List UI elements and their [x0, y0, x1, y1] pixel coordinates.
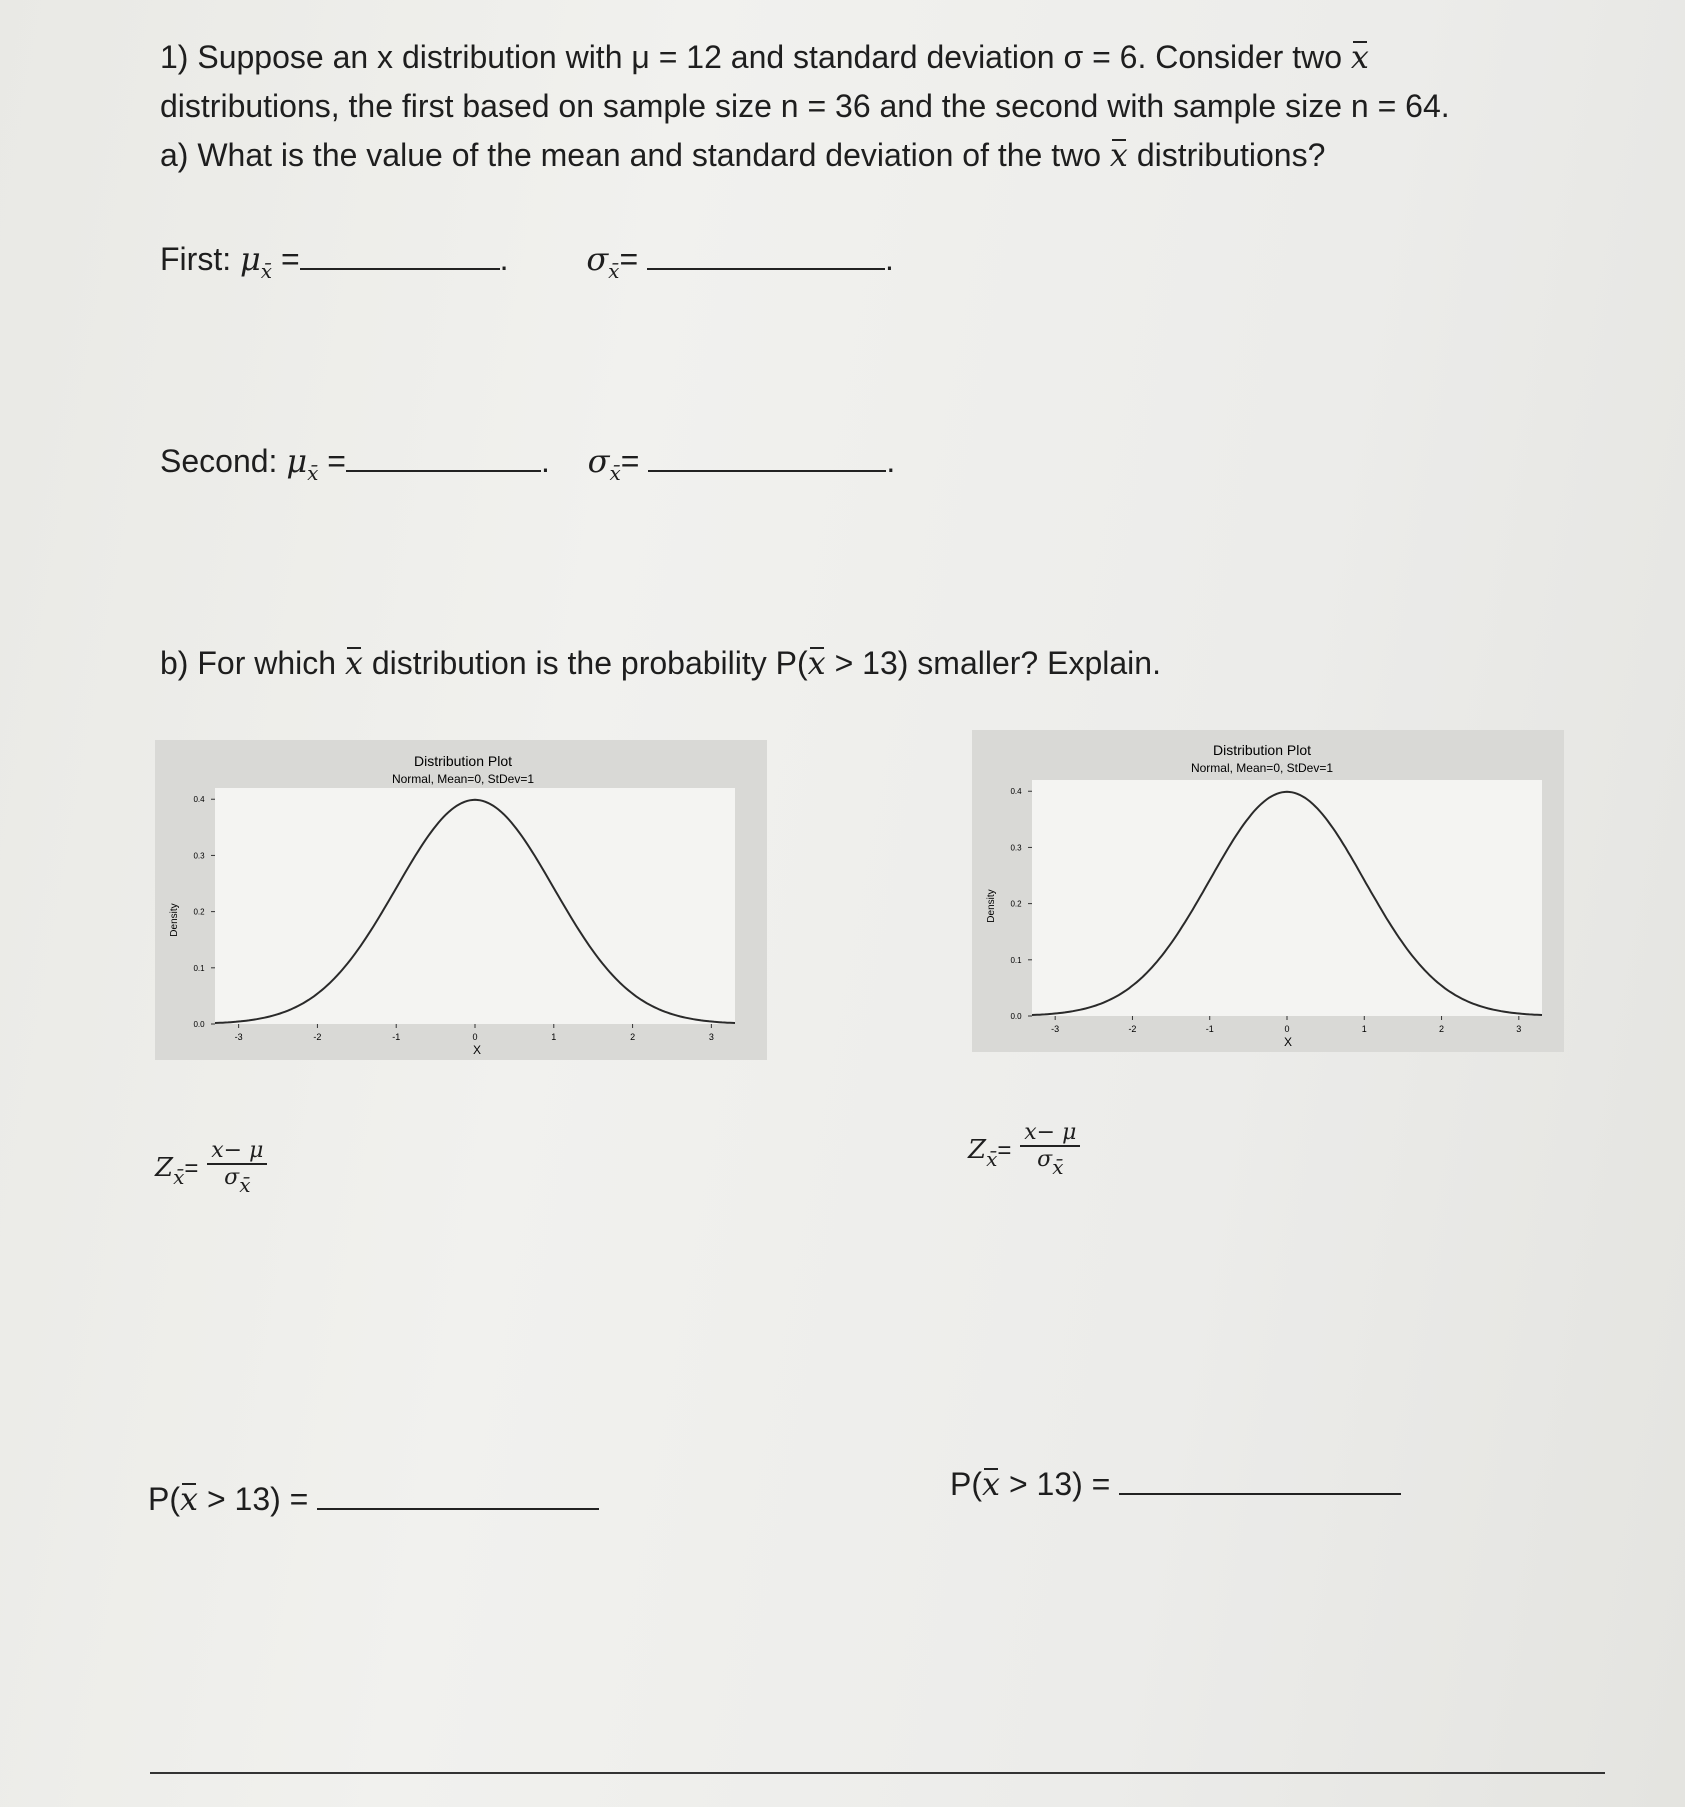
first-sd-blank[interactable]: [647, 267, 885, 270]
z-denominator: σ: [224, 1165, 240, 1190]
plot-2-svg: [972, 730, 1564, 1052]
xbar-symbol: x: [180, 1480, 199, 1518]
x-tick-label: -1: [1205, 1024, 1214, 1034]
first-label: First:: [160, 241, 232, 277]
part-b-text-1: b) For which: [160, 645, 337, 681]
part-b-text-2: distribution is the probability P(: [371, 645, 808, 681]
xbar-subscript: x̄: [609, 461, 621, 485]
first-answer-row: [160, 240, 894, 283]
mu-symbol: μ: [239, 240, 261, 278]
period: .: [540, 443, 550, 479]
first-mean-blank[interactable]: [300, 267, 500, 270]
z-formula-1: [155, 1138, 267, 1197]
y-tick-label: 0.3: [193, 851, 205, 861]
question-line-1: [160, 38, 1369, 76]
z-symbol: Z: [155, 1152, 174, 1183]
sigma-symbol: σ: [586, 240, 609, 278]
equals-sign: =: [280, 241, 300, 277]
y-tick-label: 0.1: [1010, 955, 1022, 965]
y-tick-label: 0.2: [193, 907, 205, 917]
part-b-question: [160, 644, 1161, 682]
equals-sign: =: [619, 241, 639, 277]
prob-blank-1[interactable]: [317, 1507, 599, 1510]
mu-symbol: μ: [286, 442, 308, 480]
xbar-subscript: x̄: [608, 259, 620, 283]
plot-2-ylabel: Density: [986, 889, 997, 923]
question-text-3a: a) What is the value of the mean and standard deviation of the two: [160, 137, 1102, 173]
z-formula-2: [968, 1120, 1080, 1179]
second-sd-blank[interactable]: [648, 469, 886, 472]
period: .: [886, 443, 896, 479]
y-tick-label: 0.0: [193, 1020, 205, 1029]
xbar-subscript: x̄: [307, 461, 319, 485]
x-tick-label: -3: [1051, 1024, 1060, 1034]
x-tick-label: 2: [630, 1032, 636, 1042]
period: .: [885, 241, 894, 277]
second-label: Second:: [160, 443, 278, 479]
period: .: [499, 241, 509, 277]
x-tick-label: 0: [472, 1032, 478, 1042]
distribution-plot-1: [155, 740, 767, 1065]
plot-1-ylabel: Density: [169, 903, 180, 937]
prob-text-1: P(: [950, 1466, 982, 1502]
z-denominator: σ: [1037, 1147, 1053, 1172]
equals-sign: =: [997, 1136, 1012, 1164]
xbar-symbol: x: [344, 644, 363, 682]
equals-sign: =: [327, 443, 346, 479]
y-tick-label: 0.2: [1010, 899, 1022, 909]
x-tick-label: -2: [313, 1032, 322, 1042]
xbar-subscript: x̄: [1052, 1155, 1064, 1179]
xbar-symbol: x: [807, 644, 826, 682]
y-tick-label: 0.4: [1010, 787, 1022, 797]
bottom-rule: [150, 1772, 1605, 1774]
z-symbol: Z: [968, 1134, 987, 1165]
plot-1-xlabel: X: [472, 1043, 482, 1057]
prob-text-2: > 13) =: [206, 1481, 309, 1517]
x-tick-label: 3: [708, 1032, 714, 1042]
y-tick-label: 0.0: [1010, 1012, 1022, 1021]
sigma-symbol: σ: [587, 442, 610, 480]
plot-1-area: [215, 788, 735, 1024]
y-tick-label: 0.1: [193, 963, 205, 973]
x-tick-label: 1: [1361, 1024, 1367, 1034]
probability-answer-1: [148, 1480, 599, 1518]
xbar-subscript: x̄: [986, 1146, 998, 1171]
question-line-3: [160, 136, 1325, 174]
question-text-3b: distributions?: [1136, 137, 1326, 173]
x-tick-label: 3: [1516, 1024, 1522, 1034]
part-b-text-3: > 13) smaller? Explain.: [834, 645, 1161, 681]
prob-text-2: > 13) =: [1008, 1466, 1111, 1502]
prob-text-1: P(: [148, 1481, 180, 1517]
x-tick-label: -3: [234, 1032, 243, 1042]
question-text-2: distributions, the first based on sample size n = 36 and the second with sample size n = 64.: [160, 88, 1450, 124]
equals-sign: =: [620, 443, 640, 479]
x-tick-label: -1: [392, 1032, 401, 1042]
plot-1-subtitle: Normal, Mean=0, StDev=1: [391, 772, 535, 786]
y-tick-label: 0.4: [193, 795, 205, 805]
second-answer-row: [160, 442, 895, 485]
second-mean-blank[interactable]: [346, 469, 541, 472]
equals-sign: =: [184, 1154, 199, 1182]
plot-2-area: [1032, 780, 1542, 1016]
y-tick-label: 0.3: [1010, 843, 1022, 853]
question-text-1: 1) Suppose an x distribution with μ = 12 and standard deviation σ = 6. Consider two: [160, 39, 1342, 75]
xbar-symbol: x: [982, 1465, 1001, 1503]
xbar-subscript: x̄: [260, 259, 273, 283]
x-tick-label: 0: [1284, 1024, 1290, 1034]
x-tick-label: 2: [1439, 1024, 1445, 1034]
plot-2-title: Distribution Plot: [1212, 742, 1312, 758]
xbar-subscript: x̄: [239, 1173, 251, 1197]
z-numerator: x− μ: [207, 1138, 267, 1165]
question-line-2: [160, 88, 1450, 125]
plot-1-title: Distribution Plot: [413, 753, 513, 769]
x-tick-label: -2: [1128, 1024, 1137, 1034]
prob-blank-2[interactable]: [1119, 1492, 1401, 1495]
z-fraction: [207, 1138, 267, 1197]
z-fraction: [1020, 1120, 1080, 1179]
distribution-plot-2: [972, 730, 1564, 1057]
xbar-subscript: x̄: [173, 1164, 185, 1189]
xbar-symbol: x: [1350, 38, 1369, 76]
probability-answer-2: [950, 1465, 1401, 1503]
x-tick-label: 1: [551, 1032, 557, 1042]
xbar-symbol: x: [1109, 136, 1128, 174]
z-numerator: x− μ: [1020, 1120, 1080, 1147]
plot-1-svg: [155, 740, 767, 1060]
plot-2-subtitle: Normal, Mean=0, StDev=1: [1190, 761, 1334, 775]
plot-2-xlabel: X: [1283, 1035, 1293, 1049]
